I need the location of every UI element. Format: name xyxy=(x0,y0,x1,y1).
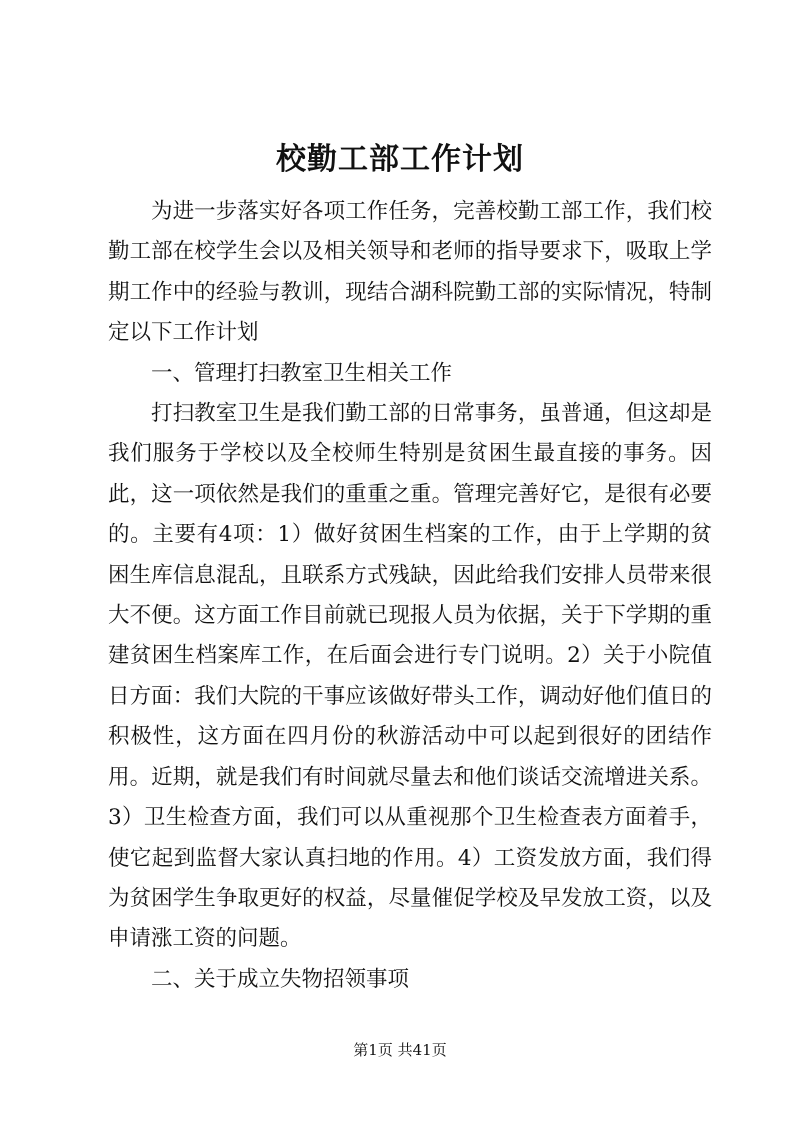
page-number-footer: 第1页 共41页 xyxy=(353,1041,447,1059)
document-body xyxy=(108,192,712,1000)
section-1-paragraph: 打扫教室卫生是我们勤工部的日常事务，虽普通，但这却是我们服务于学校以及全校师生特别是贫困生最直接的事务。因此，这一项依然是我们的重重之重。管理完善好它，是很有必要的。主要有4项：1）做好贫困生档案的工作，由于上学期的贫困生库信息混乱，且联系方式残缺，因此给我们安排人员带来很大不便。这方面工作目前就已现报人员为依据，关于下学期的重建贫困生档案库工作，在后面会进行专门说明。2）关于小院值日方面：我们大院的干事应该做好带头工作，调动好他们值日的积极性，这方面在四月份的秋游活动中可以起到很好的团结作用。近期，就是我们有时间就尽量去和他们谈话交流增进关系。3）卫生检查方面，我们可以从重视那个卫生检查表方面着手，使它起到监督大家认真扫地的作用。4）工资发放方面，我们得为贫困学生争取更好的权益，尽量催促学校及早发放工资，以及申请涨工资的问题。 xyxy=(108,401,712,952)
intro-paragraph: 为进一步落实好各项工作任务，完善校勤工部工作，我们校勤工部在校学生会以及相关领导和老师的指导要求下，吸取上学期工作中的经验与教训，现结合湖科院勤工部的实际情况，特制定以下工作计划 xyxy=(108,199,712,346)
document-title: 校勤工部工作计划 xyxy=(276,142,524,177)
section-heading-2: 二、关于成立失物招领事项 xyxy=(151,966,410,992)
section-heading-1: 一、管理打扫教室卫生相关工作 xyxy=(151,360,453,386)
